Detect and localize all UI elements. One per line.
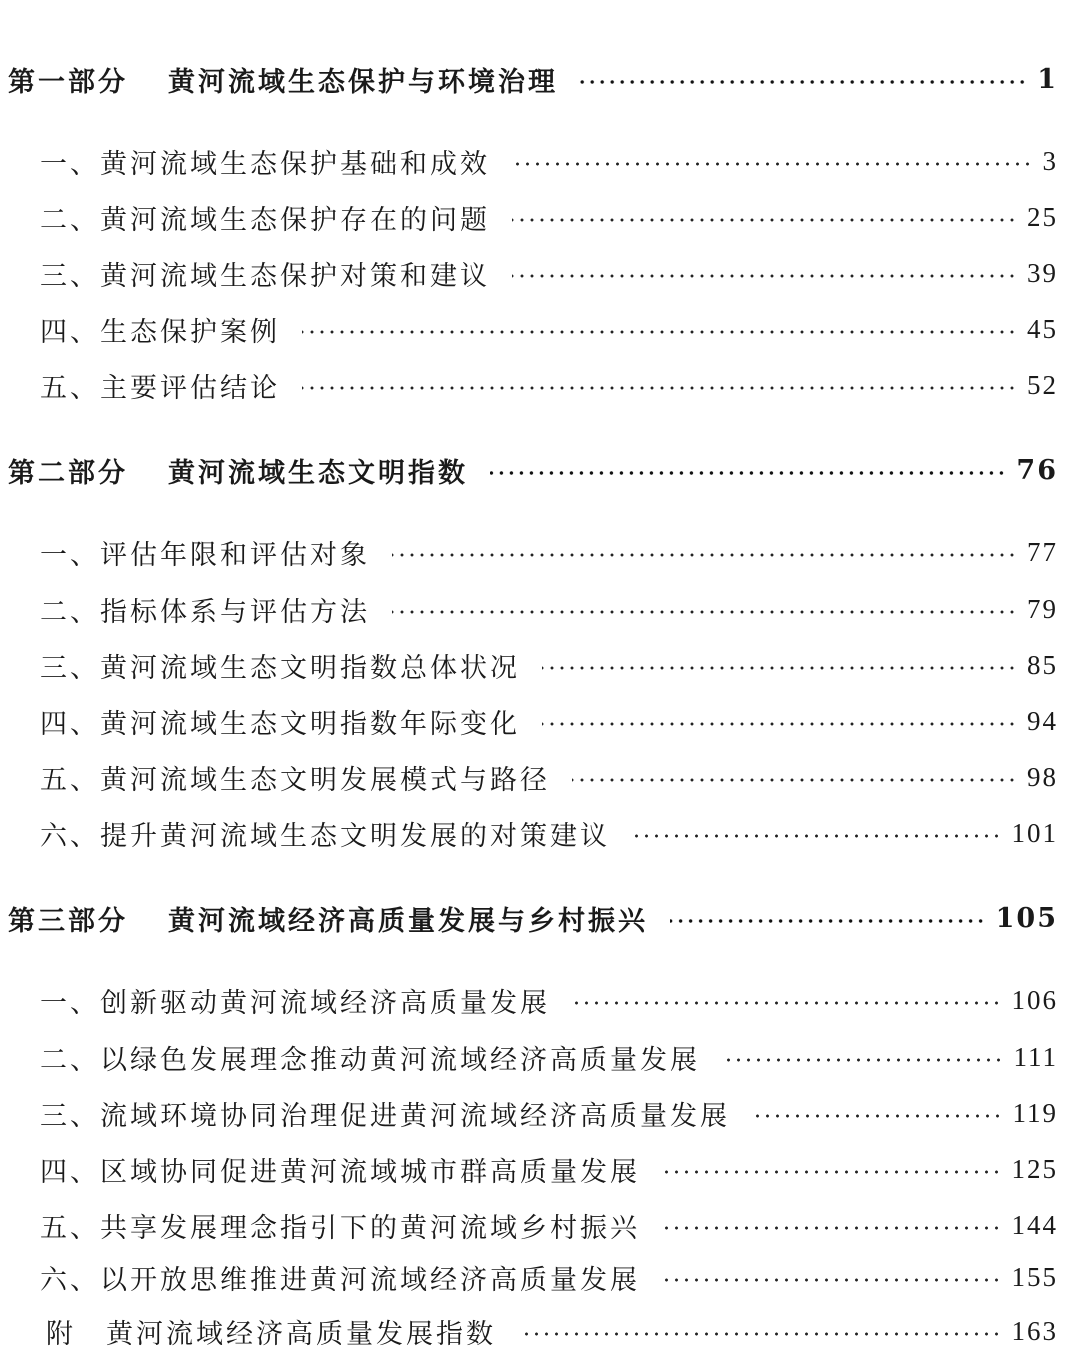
entry-title: 五、共享发展理念指引下的黄河流域乡村振兴 <box>40 1212 640 1244</box>
dot-leader <box>632 834 1002 838</box>
entry-title: 一、评估年限和评估对象 <box>40 539 370 571</box>
page-number: 77 <box>1027 536 1058 567</box>
page-number: 111 <box>1013 1041 1058 1072</box>
entry-title: 四、黄河流域生态文明指数年际变化 <box>40 708 520 740</box>
page-number: 94 <box>1027 705 1058 736</box>
entry-title: 六、以开放思维推进黄河流域经济高质量发展 <box>40 1264 640 1296</box>
toc-entry[interactable] <box>0 363 1080 407</box>
dot-leader <box>662 1278 1002 1282</box>
part-label: 第二部分 <box>8 457 128 489</box>
toc-part-3[interactable] <box>0 896 1080 940</box>
page-number: 39 <box>1027 257 1058 288</box>
part-label: 第一部分 <box>8 66 128 98</box>
entry-title: 六、提升黄河流域生态文明发展的对策建议 <box>40 820 610 852</box>
toc-entry[interactable] <box>0 699 1080 743</box>
dot-leader <box>302 386 1017 390</box>
toc-entry[interactable] <box>0 1147 1080 1191</box>
page-number: 3 <box>1042 145 1058 176</box>
entry-title: 四、区域协同促进黄河流域城市群高质量发展 <box>40 1156 640 1188</box>
page-number: 1 <box>1037 63 1058 95</box>
entry-title: 五、黄河流域生态文明发展模式与路径 <box>40 764 550 796</box>
dot-leader <box>302 330 1017 334</box>
appendix-label: 附 <box>46 1318 76 1350</box>
dot-leader <box>490 471 1006 475</box>
page-number: 105 <box>995 902 1058 934</box>
appendix-title: 黄河流域经济高质量发展指数 <box>106 1318 496 1350</box>
toc-entry[interactable] <box>0 755 1080 799</box>
toc-entry[interactable] <box>0 195 1080 239</box>
dot-leader <box>662 1170 1002 1174</box>
part-heading <box>8 899 648 938</box>
entry-title: 二、黄河流域生态保护存在的问题 <box>40 204 490 236</box>
part-heading <box>8 451 468 490</box>
dot-leader <box>542 666 1017 670</box>
page-number: 125 <box>1011 1153 1058 1184</box>
entry-title: 四、生态保护案例 <box>40 316 280 348</box>
dot-leader <box>572 1001 1002 1005</box>
dot-leader <box>752 1114 1003 1118</box>
toc-entry[interactable] <box>0 530 1080 574</box>
page-number: 155 <box>1011 1261 1058 1292</box>
entry-title: 三、黄河流域生态保护对策和建议 <box>40 260 490 292</box>
toc-appendix[interactable] <box>0 1309 1080 1353</box>
entry-title: 一、黄河流域生态保护基础和成效 <box>40 148 490 180</box>
toc-entry[interactable] <box>0 307 1080 351</box>
part-heading <box>8 60 558 99</box>
entry-title: 一、创新驱动黄河流域经济高质量发展 <box>40 987 550 1019</box>
page-number: 101 <box>1011 817 1058 848</box>
page-number: 119 <box>1012 1097 1058 1128</box>
page-number: 76 <box>1016 454 1058 486</box>
dot-leader <box>572 778 1017 782</box>
page-number: 79 <box>1027 593 1058 624</box>
dot-leader <box>512 218 1017 222</box>
dot-leader <box>392 610 1017 614</box>
page-number: 163 <box>1011 1315 1058 1346</box>
part-title: 黄河流域经济高质量发展与乡村振兴 <box>168 905 648 937</box>
toc-entry[interactable] <box>0 1035 1080 1079</box>
toc-entry[interactable] <box>0 643 1080 687</box>
toc-entry[interactable] <box>0 1091 1080 1135</box>
dot-leader <box>512 162 1033 166</box>
dot-leader <box>512 274 1017 278</box>
page-number: 144 <box>1011 1209 1058 1240</box>
dot-leader <box>662 1226 1002 1230</box>
dot-leader <box>518 1332 1002 1336</box>
page-number: 106 <box>1011 984 1058 1015</box>
page-number: 52 <box>1027 369 1058 400</box>
dot-leader <box>392 553 1017 557</box>
entry-title: 五、主要评估结论 <box>40 372 280 404</box>
entry-title: 二、指标体系与评估方法 <box>40 596 370 628</box>
toc-entry[interactable] <box>0 811 1080 855</box>
entry-title: 三、黄河流域生态文明指数总体状况 <box>40 652 520 684</box>
part-label: 第三部分 <box>8 905 128 937</box>
dot-leader <box>580 80 1027 84</box>
entry-title: 二、以绿色发展理念推动黄河流域经济高质量发展 <box>40 1044 700 1076</box>
toc-entry[interactable] <box>0 978 1080 1022</box>
page-number: 25 <box>1027 201 1058 232</box>
dot-leader <box>670 919 986 923</box>
toc-entry[interactable] <box>0 139 1080 183</box>
entry-title: 三、流域环境协同治理促进黄河流域经济高质量发展 <box>40 1100 730 1132</box>
part-title: 黄河流域生态文明指数 <box>168 457 468 489</box>
toc-part-2[interactable] <box>0 448 1080 492</box>
appendix-heading <box>46 1312 496 1351</box>
toc-entry[interactable] <box>0 1203 1080 1247</box>
dot-leader <box>542 722 1017 726</box>
dot-leader <box>722 1058 1004 1062</box>
toc-entry[interactable] <box>0 251 1080 295</box>
page-number: 85 <box>1027 649 1058 680</box>
page-number: 98 <box>1027 761 1058 792</box>
toc-entry[interactable] <box>0 587 1080 631</box>
part-title: 黄河流域生态保护与环境治理 <box>168 66 558 98</box>
toc-entry[interactable] <box>0 1255 1080 1299</box>
toc-part-1[interactable] <box>0 57 1080 101</box>
page-number: 45 <box>1027 313 1058 344</box>
